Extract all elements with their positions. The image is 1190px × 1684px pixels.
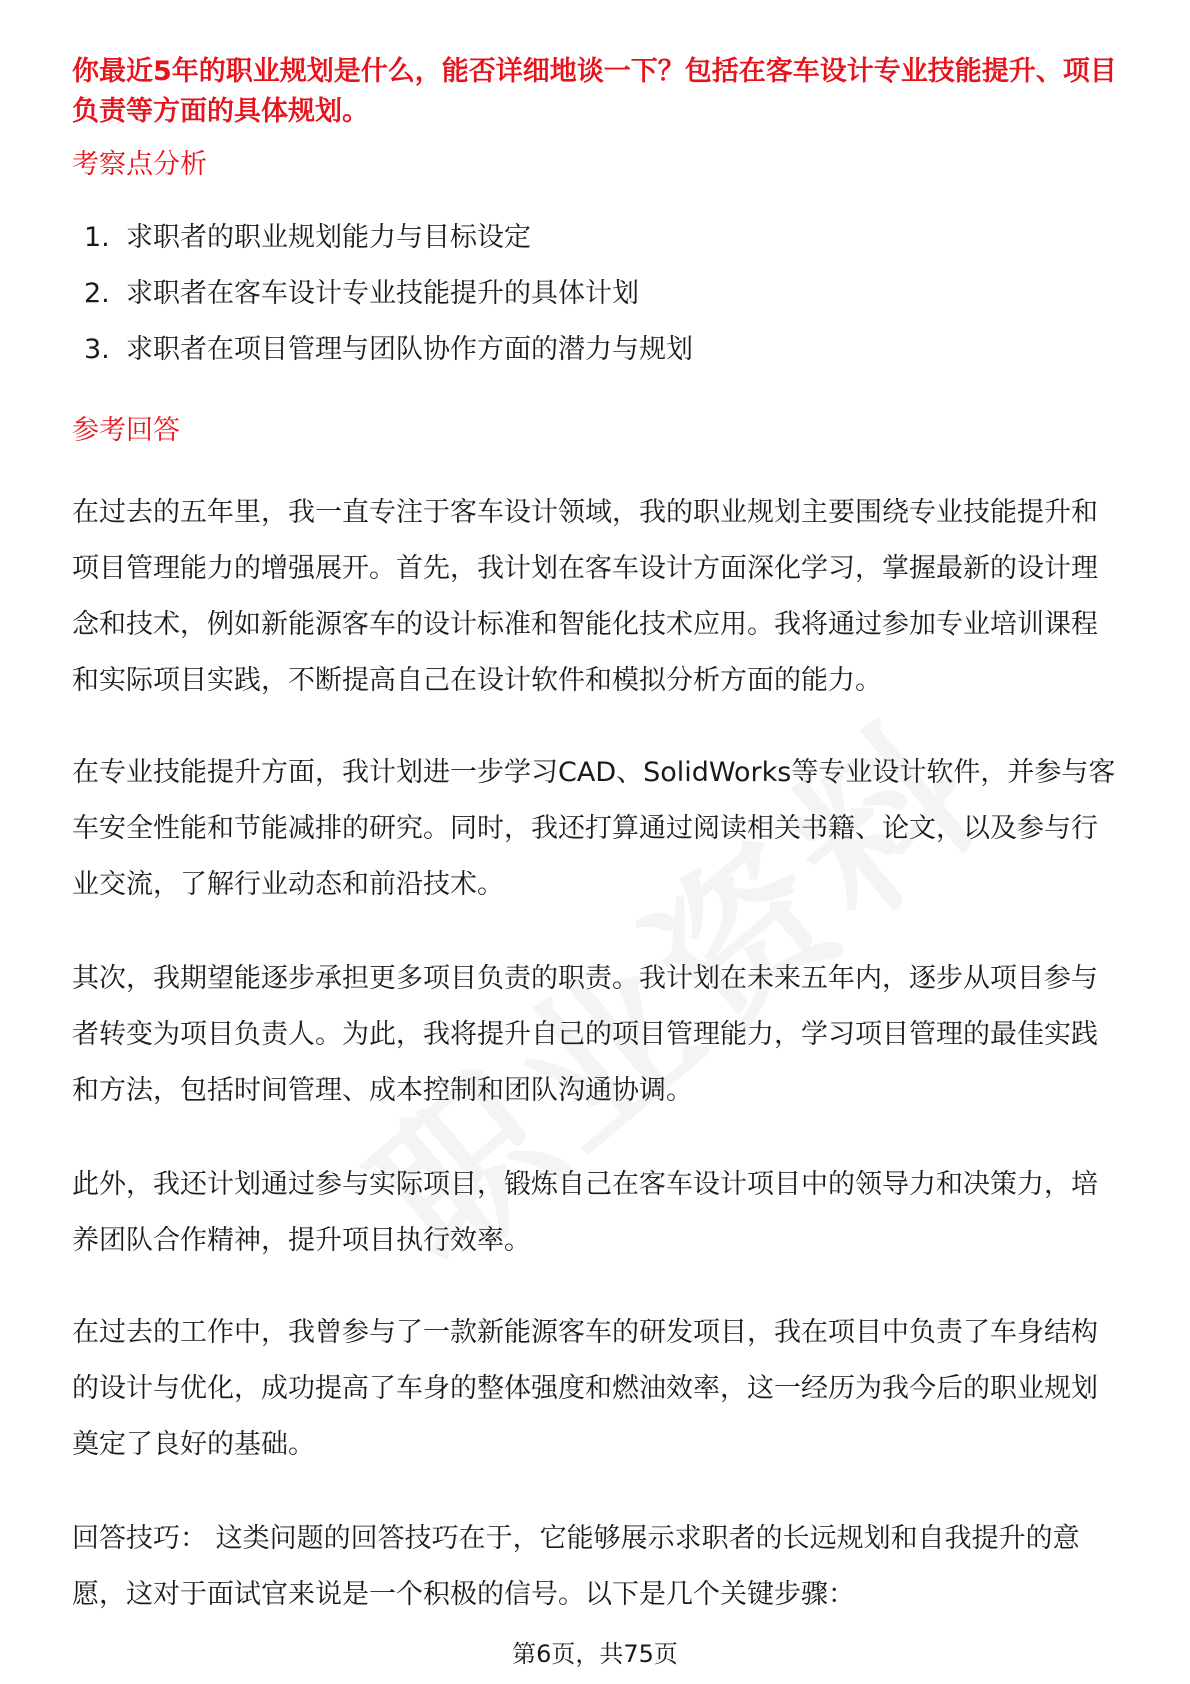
answer-paragraph: 在过去的五年里，我一直专注于客车设计领域，我的职业规划主要围绕专业技能提升和项目管理能力的增强展开。首先，我计划在客车设计方面深化学习，掌握最新的设计理念和技术，例如新能源客车的设计标准和智能化技术应用。我将通过参加专业培训课程和实际项目实践，不断提高自己在设计软件和模拟分析方面的能力。 xyxy=(72,497,1098,696)
list-item xyxy=(84,218,693,274)
list-item xyxy=(84,330,693,386)
list-number: 2. xyxy=(84,278,110,309)
list-number: 3. xyxy=(84,334,110,365)
page-number: 第6页，共75页 xyxy=(512,1640,678,1668)
list-number: 1. xyxy=(84,222,110,253)
answer-paragraph: 在专业技能提升方面，我计划进一步学习CAD、SolidWorks等专业设计软件，并参与客车安全性能和节能减排的研究。同时，我还打算通过阅读相关书籍、论文，以及参与行业交流，了解行业动态和前沿技术。 xyxy=(72,757,1116,900)
list-text: 求职者的职业规划能力与目标设定 xyxy=(126,222,531,253)
list-text: 求职者在项目管理与团队协作方面的潜力与规划 xyxy=(126,334,693,365)
analysis-list xyxy=(84,218,693,386)
question-title: 你最近5年的职业规划是什么，能否详细地谈一下？包括在客车设计专业技能提升、项目负责等方面的具体规划。 xyxy=(72,56,1117,127)
tips-paragraph: 回答技巧： 这类问题的回答技巧在于，它能够展示求职者的长远规划和自我提升的意愿，这对于面试官来说是一个积极的信号。以下是几个关键步骤： xyxy=(72,1523,1080,1610)
answer-paragraph: 其次，我期望能逐步承担更多项目负责的职责。我计划在未来五年内，逐步从项目参与者转变为项目负责人。为此，我将提升自己的项目管理能力，学习项目管理的最佳实践和方法，包括时间管理、成本控制和团队沟通协调。 xyxy=(72,963,1098,1106)
answer-paragraph: 在过去的工作中，我曾参与了一款新能源客车的研发项目，我在项目中负责了车身结构的设计与优化，成功提高了车身的整体强度和燃油效率，这一经历为我今后的职业规划奠定了良好的基础。 xyxy=(72,1317,1098,1460)
answer-heading: 参考回答 xyxy=(72,415,180,446)
list-item xyxy=(84,274,693,330)
answer-paragraph: 此外，我还计划通过参与实际项目，锻炼自己在客车设计项目中的领导力和决策力，培养团队合作精神，提升项目执行效率。 xyxy=(72,1169,1098,1256)
analysis-heading: 考察点分析 xyxy=(72,149,207,180)
list-text: 求职者在客车设计专业技能提升的具体计划 xyxy=(126,278,639,309)
